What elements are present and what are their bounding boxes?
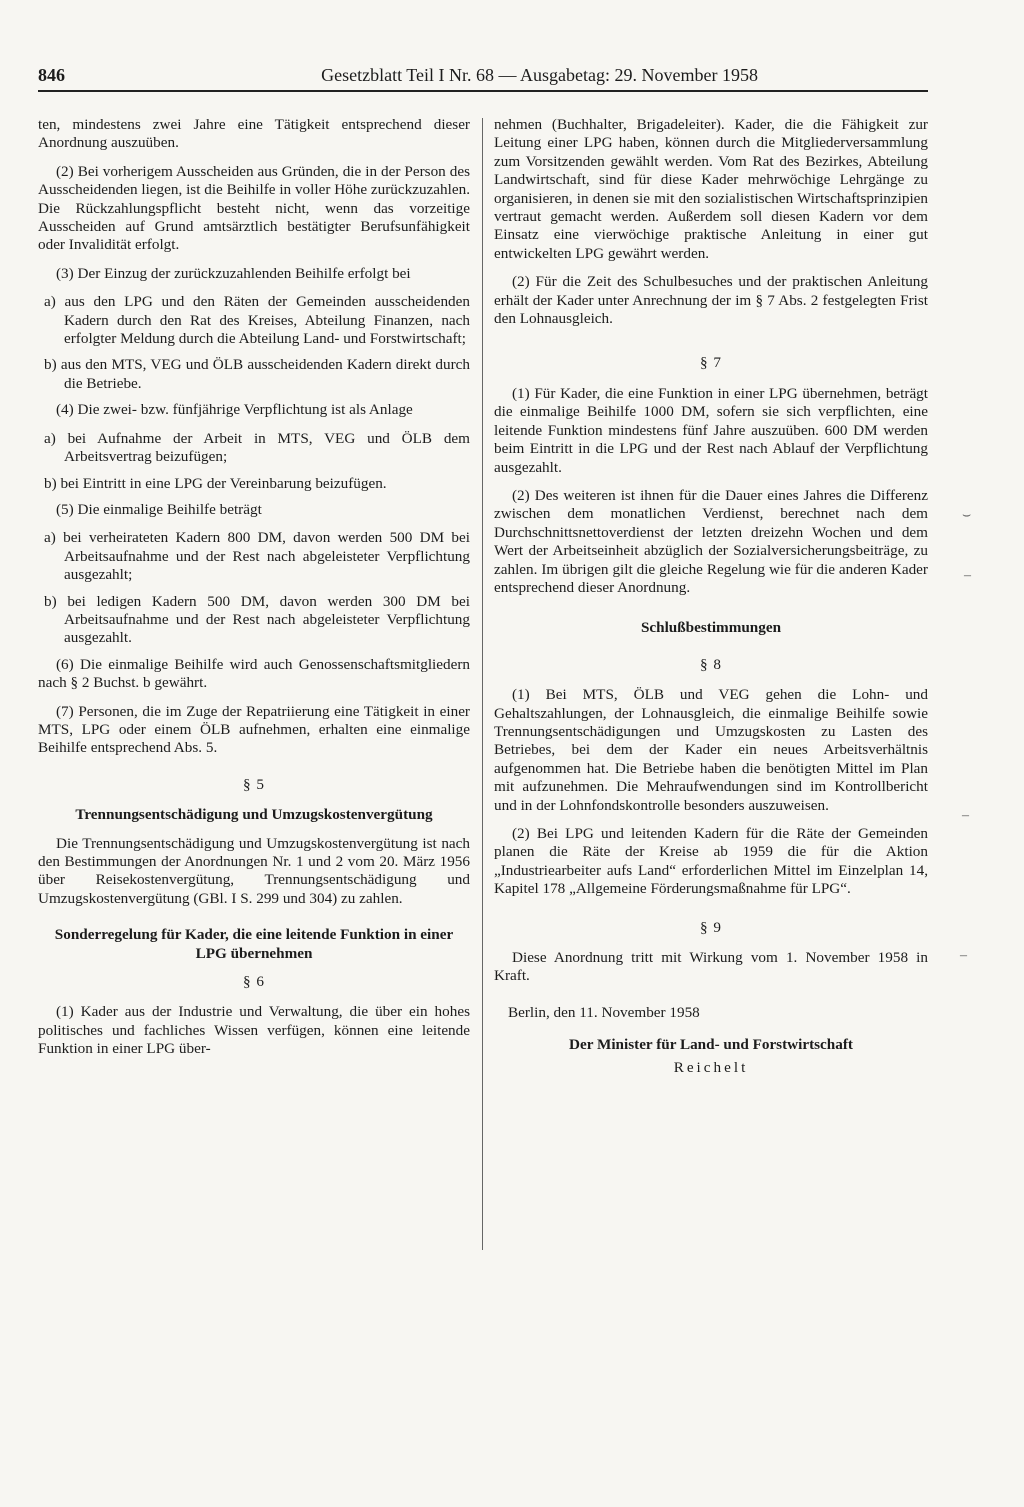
right-column [494, 116, 928, 1077]
section-heading: Schlußbestimmungen [640, 619, 782, 637]
margin-mark: – [962, 808, 969, 823]
list-item: a) bei verheirateten Kadern 800 DM, davon werden 500 DM bei Arbeitsaufnahme und der Rest nach abgeleisteter Verpflichtung ausgezahlt; [44, 529, 470, 584]
page-number: 846 [38, 65, 65, 85]
dateline: Berlin, den 11. November 1958 [508, 1003, 700, 1021]
gazette-title: Gesetzblatt Teil I Nr. 68 — Ausgabetag: 29. November 1958 [321, 65, 758, 85]
paragraph: (1) Für Kader, die eine Funktion in einer LPG übernehmen, beträgt die einmalige Beihilfe 1000 DM, sofern sie sich verpflichten, eine leitende Funktion mindestens fünf Jahre auszuüben. 600 DM werden beim Eintritt in die LPG und der Rest nach Ablauf der Verpflichtung ausgezahlt. [494, 384, 928, 476]
section-heading: Trennungsentschädigung und Umzugskostenvergütung [75, 806, 433, 824]
section-number: § 8 [700, 655, 722, 673]
left-column [38, 116, 470, 1069]
page-header [38, 64, 928, 92]
paragraph: (3) Der Einzug der zurückzuzahlenden Beihilfe erfolgt bei [56, 264, 411, 282]
list-item: a) aus den LPG und den Räten der Gemeinden ausscheidenden Kadern durch den Rat des Kreises, Abteilung Finanzen, nach erfolgter Meldung durch die Abteilung Land- und Forstwirtschaft; [44, 293, 470, 348]
paragraph: (2) Des weiteren ist ihnen für die Dauer eines Jahres die Differenz zwischen dem monatlichen Verdienst, berechnet nach dem Durchschnittsnettoverdienst der letzten dreizehn Wochen und dem Wert der Arbeitseinheit abzüglich der Sozialversicherungsbeiträge, zu zahlen. Im übrigen gilt die gleiche Regelung wie für die anderen Kader entsprechend dieser Anordnung. [494, 486, 928, 596]
paragraph: ten, mindestens zwei Jahre eine Tätigkeit entsprechend dieser Anordnung auszuüben. [38, 116, 470, 152]
section-number: § 6 [243, 973, 265, 991]
paragraph: (6) Die einmalige Beihilfe wird auch Genossenschaftsmitgliedern nach § 2 Buchst. b gewährt. [38, 655, 470, 692]
paragraph: (2) Für die Zeit des Schulbesuches und der praktischen Anleitung erhält der Kader unter Anrechnung der im § 7 Abs. 2 festgelegten Frist den Lohnausgleich. [494, 273, 928, 328]
section-number: § 9 [700, 918, 722, 936]
list-item: a) bei Aufnahme der Arbeit in MTS, VEG und ÖLB dem Arbeitsvertrag beizufügen; [44, 429, 470, 466]
list-item: b) aus den MTS, VEG und ÖLB ausscheidenden Kadern direkt durch die Betriebe. [44, 356, 470, 392]
paragraph: (2) Bei vorherigem Ausscheiden aus Gründen, die in der Person des Ausscheidenden liegen, ist die Beihilfe in voller Höhe zurückzuzahlen. Die Rückzahlungspflicht besteht nicht, wenn das vorzeitige Ausscheiden auf Grund amtsärztlich bestätigter Berufsunfähigkeit oder Invalidität erfolgt. [38, 162, 470, 254]
section-number: § 5 [243, 775, 265, 793]
list-item: b) bei Eintritt in eine LPG der Vereinbarung beizufügen. [44, 474, 387, 492]
signature-name: Reichelt [673, 1058, 749, 1076]
signature-title: Der Minister für Land- und Forstwirtschaft [569, 1036, 853, 1054]
section-heading: Sonderregelung für Kader, die eine leitende Funktion in einer LPG übernehmen [54, 926, 454, 962]
paragraph: (2) Bei LPG und leitenden Kadern für die Räte der Gemeinden planen die Räte der Kreise ab 1959 die für die Aktion „Industriearbeiter aufs Land“ erforderlichen Mittel im Einzelplan 14, Kapitel 178 „Allgemeine Förderungsmaßnahme für LPG“. [494, 825, 928, 898]
paragraph: (4) Die zwei- bzw. fünfjährige Verpflichtung ist als Anlage [56, 401, 413, 419]
list-item: b) bei ledigen Kadern 500 DM, davon werden 300 DM bei Arbeitsaufnahme und der Rest nach abgeleisteter Verpflichtung ausgezahlt. [44, 592, 470, 647]
margin-mark: ⌣ [962, 508, 972, 523]
paragraph: Diese Anordnung tritt mit Wirkung vom 1. November 1958 in Kraft. [494, 949, 928, 985]
column-divider [482, 118, 483, 1250]
section-number: § 7 [700, 354, 722, 372]
paragraph: (1) Kader aus der Industrie und Verwaltung, die über ein hohes politisches und fachliches Wissen verfügen, können eine leitende Funktion in einer LPG über- [38, 1003, 470, 1058]
margin-mark: – [960, 948, 967, 963]
margin-mark: – [964, 568, 971, 583]
paragraph: (1) Bei MTS, ÖLB und VEG gehen die Lohn- und Gehaltszahlungen, der Lohnausgleich, die einmalige Beihilfe sowie Trennungsentschädigungen und Umzugskosten zu Lasten des Betriebes, bei dem der Kader ein neues Arbeitsverhältnis aufgenommen hat. Die Betriebe haben die benötigten Mittel im Plan mit aufzunehmen. Die Mehraufwendungen sind im Kontrollbericht und in der Lohnfondskontrolle besonders auszuweisen. [494, 686, 928, 814]
paragraph: Die Trennungsentschädigung und Umzugskostenvergütung ist nach den Bestimmungen der Anordnungen Nr. 1 und 2 vom 20. März 1956 über Reisekostenvergütung, Trennungsentschädigung und Umzugskostenvergütung (GBl. I S. 299 und 304) zu zahlen. [38, 834, 470, 907]
paragraph: nehmen (Buchhalter, Brigadeleiter). Kader, die die Fähigkeit zur Leitung einer LPG haben, können durch die Mitgliederversammlung zum Vorsitzenden gewählt werden. Vom Rat des Bezirkes, Abteilung Landwirtschaft, sind für diese Kader mehrwöchige Lehrgänge zu organisieren, in denen sie mit den sozialistischen Wirtschaftsprinzipien vertraut gemacht werden. Außerdem soll diesen Kadern vor dem Einsatz eine vierwöchige praktische Anleitung in einer gut entwickelten LPG gewährt werden. [494, 116, 928, 262]
paragraph: (5) Die einmalige Beihilfe beträgt [56, 500, 262, 518]
paragraph: (7) Personen, die im Zuge der Repatriierung eine Tätigkeit in einer MTS, LPG oder einem ÖLB aufnehmen, erhalten eine einmalige Beihilfe entsprechend Abs. 5. [38, 702, 470, 757]
